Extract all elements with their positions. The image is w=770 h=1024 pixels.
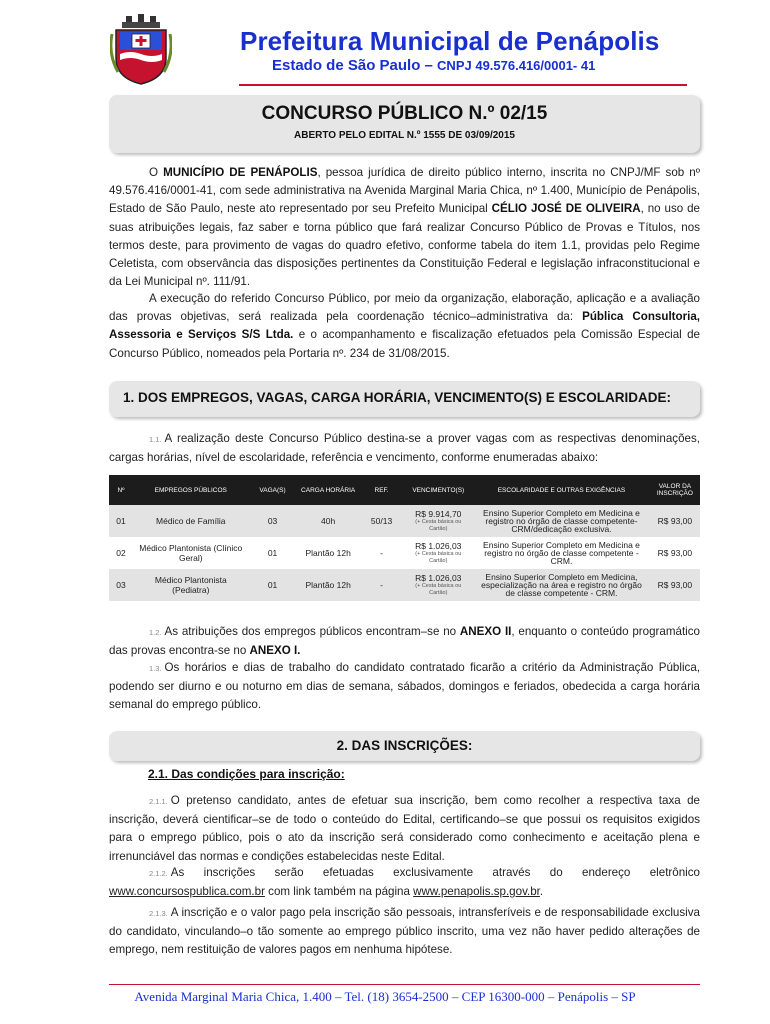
concursos-link[interactable]: www.concursospublica.com.br bbox=[109, 885, 265, 899]
vencimento-value: R$ 9.914,70 bbox=[415, 509, 462, 519]
cell-number: 01 bbox=[109, 505, 133, 537]
item-number: 2.1.2. bbox=[149, 869, 168, 878]
header-divider bbox=[239, 84, 687, 86]
vencimento-note: (+ Cesta básica ou Cartão) bbox=[415, 519, 462, 532]
cell-ref: - bbox=[360, 537, 404, 569]
intro-bold: MUNICÍPIO DE PENÁPOLIS bbox=[163, 166, 318, 179]
cell-job: Médico Plantonista (Clínico Geral) bbox=[133, 537, 249, 569]
section-1-band bbox=[109, 381, 700, 417]
notice-title-band bbox=[109, 95, 700, 153]
item-number: 2.1.3. bbox=[149, 909, 168, 918]
cell-carga: Plantão 12h bbox=[297, 537, 360, 569]
item-number: 1.2. bbox=[149, 628, 162, 637]
table-header: VAGA(S) bbox=[249, 475, 297, 505]
paragraph-2-1-1 bbox=[109, 792, 700, 866]
penapolis-link[interactable]: www.penapolis.sp.gov.br bbox=[413, 885, 540, 899]
cell-carga: Plantão 12h bbox=[297, 569, 360, 601]
header-cnpj: CNPJ 49.576.416/0001- 41 bbox=[437, 58, 596, 73]
table-header: CARGA HORÁRIA bbox=[297, 475, 360, 505]
cell-valor: R$ 93,00 bbox=[650, 505, 700, 537]
intro-paragraph-2 bbox=[109, 290, 700, 363]
cell-requirements: Ensino Superior Completo em Medicina e registro no órgão de classe competente - CRM. bbox=[473, 537, 650, 569]
table-row bbox=[109, 505, 700, 537]
table-header-row bbox=[109, 475, 700, 505]
table-header: Nº bbox=[109, 475, 133, 505]
cell-valor: R$ 93,00 bbox=[650, 537, 700, 569]
table-header: REF. bbox=[360, 475, 404, 505]
cell-requirements: Ensino Superior Completo em Medicina e registro no órgão de classe competente- CRM/dedicação exclusiva. bbox=[473, 505, 650, 537]
cell-carga: 40h bbox=[297, 505, 360, 537]
cell-job: Médico Plantonista (Pediatra) bbox=[133, 569, 249, 601]
cell-vencimento bbox=[403, 537, 473, 569]
intro-text: , no uso de suas atribuições legais, faz saber e torna público que fará realizar Concurso Público de Provas e Títulos, nos termos deste, para provimento de vagas do quadro efetivo, conforme tabela do item 1.1, providas pelo Regime Celetista, com observância das disposições pertinentes da Constituição Federal e legislação infraconstitucional e da Lei Municipal nº. 111/91. bbox=[109, 202, 700, 289]
paragraph-text: A realização deste Concurso Público destina-se a prover vagas com as respectivas denominações, cargas horárias, nível de escolaridade, referência e vencimento, conforme enumeradas abaixo: bbox=[109, 432, 700, 465]
item-number: 1.3. bbox=[149, 664, 162, 673]
intro-bold: CÉLIO JOSÉ DE OLIVEIRA bbox=[491, 202, 641, 216]
paragraph-text: . bbox=[539, 885, 544, 899]
paragraph-text: Os horários e dias de trabalho do candidato contratado ficarão a critério da Administração Pública, podendo ser diurno e ou noturno em dias de semana, sábados, domingos e feriados, obedecida a carga horária semanal do emprego público. bbox=[109, 661, 700, 712]
intro-text: e o acompanhamento e fiscalização efetuados pela Comissão Especial de Concurso Público, nomeados pela Portaria nº. 234 de 31/08/2015. bbox=[109, 328, 700, 360]
paragraph-text: A inscrição e o valor pago pela inscrição são pessoais, intransferíveis e de responsabilidade exclusiva do candidato, vinculando–o tão somente ao emprego público inscrito, uma vez não haver pedido alterações de emprego, nem restituição de valores pagos em nenhuma hipótese. bbox=[109, 906, 700, 957]
paragraph-1-1 bbox=[109, 430, 700, 467]
table-header: VALOR DA INSCRIÇÃO bbox=[650, 475, 700, 505]
cell-number: 03 bbox=[109, 569, 133, 601]
cell-valor: R$ 93,00 bbox=[650, 569, 700, 601]
cell-ref: 50/13 bbox=[360, 505, 404, 537]
cell-requirements: Ensino Superior Completo em Medicina, especialização na área e registro no órgão de classe competente - CRM. bbox=[473, 569, 650, 601]
table-header: VENCIMENTO(S) bbox=[403, 475, 473, 505]
vencimento-note: (+ Cesta básica ou Cartão) bbox=[415, 551, 462, 564]
header-subtitle bbox=[272, 57, 595, 74]
paragraph-2-1-2 bbox=[109, 864, 700, 901]
intro-text: O bbox=[149, 166, 164, 179]
annex-reference: ANEXO I. bbox=[249, 644, 301, 658]
header-title: Prefeitura Municipal de Penápolis bbox=[240, 26, 660, 56]
table-row bbox=[109, 569, 700, 601]
header-state: Estado de São Paulo – bbox=[272, 57, 438, 74]
table-header: EMPREGOS PÚBLICOS bbox=[133, 475, 249, 505]
footer-address: Avenida Marginal Maria Chica, 1.400 – Tel. (18) 3654-2500 – CEP 16300-000 – Penápolis – SP bbox=[134, 989, 636, 1004]
table-header: ESCOLARIDADE E OUTRAS EXIGÊNCIAS bbox=[473, 475, 650, 505]
coat-of-arms-icon bbox=[110, 14, 172, 86]
cell-job: Médico de Família bbox=[133, 505, 249, 537]
item-number: 1.1. bbox=[149, 435, 162, 444]
paragraph-text: As atribuições dos empregos públicos encontram–se no bbox=[164, 625, 460, 638]
subsection-2-1-title: 2.1. Das condições para inscrição: bbox=[148, 767, 345, 781]
paragraph-text: As inscrições serão efetuadas exclusivamente através do endereço eletrônico bbox=[170, 866, 700, 879]
vencimento-value: R$ 1.026,03 bbox=[415, 541, 462, 551]
cell-vencimento bbox=[403, 569, 473, 601]
cell-vagas: 01 bbox=[249, 569, 297, 601]
table-row bbox=[109, 537, 700, 569]
vencimento-note: (+ Cesta básica ou Cartão) bbox=[415, 583, 462, 596]
paragraph-text: com link também na página bbox=[264, 885, 414, 899]
cell-number: 02 bbox=[109, 537, 133, 569]
intro-text: , pessoa jurídica de direito público interno, inscrita no CNPJ/MF sob nº 49.576.416/0001-41, com sede administrativa na Avenida Marginal Maria Chica, nº 1.400, Município de Penápolis, Estado de São Paulo, neste ato representado por seu Prefeito Municipal bbox=[109, 166, 700, 216]
intro-paragraph-1 bbox=[109, 164, 700, 291]
intro-bold: Pública Consultoria, Assessoria e Serviços S/S Ltda. bbox=[109, 310, 701, 342]
section-2-band bbox=[109, 731, 700, 761]
paragraph-1-2 bbox=[109, 623, 700, 660]
paragraph-2-1-3 bbox=[109, 904, 700, 960]
section-1-title: 1. DOS EMPREGOS, VAGAS, CARGA HORÁRIA, VENCIMENTO(S) E ESCOLARIDADE: bbox=[123, 390, 672, 405]
section-2-title: 2. DAS INSCRIÇÕES: bbox=[336, 738, 473, 753]
paragraph-text: , enquanto o conteúdo programático das provas encontra-se no bbox=[109, 625, 700, 658]
paragraph-text: O pretenso candidato, antes de efetuar sua inscrição, bem como recolher a respectiva taxa de inscrição, deverá cientificar–se de todo o conteúdo do Edital, certificando–se que possui os requisitos exigidos para o emprego público, pois o ato da inscrição será considerado como conhecimento e aceitação plena e irrenunciável das normas e condições estabelecidas neste Edital. bbox=[109, 794, 700, 863]
item-number: 2.1.1. bbox=[149, 797, 168, 806]
cell-ref: - bbox=[360, 569, 404, 601]
cell-vagas: 01 bbox=[249, 537, 297, 569]
notice-subtitle: ABERTO PELO EDITAL N.º 1555 DE 03/09/2015 bbox=[294, 130, 515, 141]
notice-title: CONCURSO PÚBLICO N.º 02/15 bbox=[261, 103, 548, 124]
cell-vencimento bbox=[403, 505, 473, 537]
jobs-table bbox=[109, 475, 700, 601]
vencimento-value: R$ 1.026,03 bbox=[415, 573, 462, 583]
intro-text: A execução do referido Concurso Público, por meio da organização, elaboração, aplicação e a avaliação das provas objetivas, será realizada pela coordenação técnico–administrativa da: bbox=[109, 292, 700, 324]
footer-divider bbox=[109, 984, 700, 985]
paragraph-1-3 bbox=[109, 659, 700, 715]
annex-reference: ANEXO II bbox=[459, 625, 512, 638]
cell-vagas: 03 bbox=[249, 505, 297, 537]
